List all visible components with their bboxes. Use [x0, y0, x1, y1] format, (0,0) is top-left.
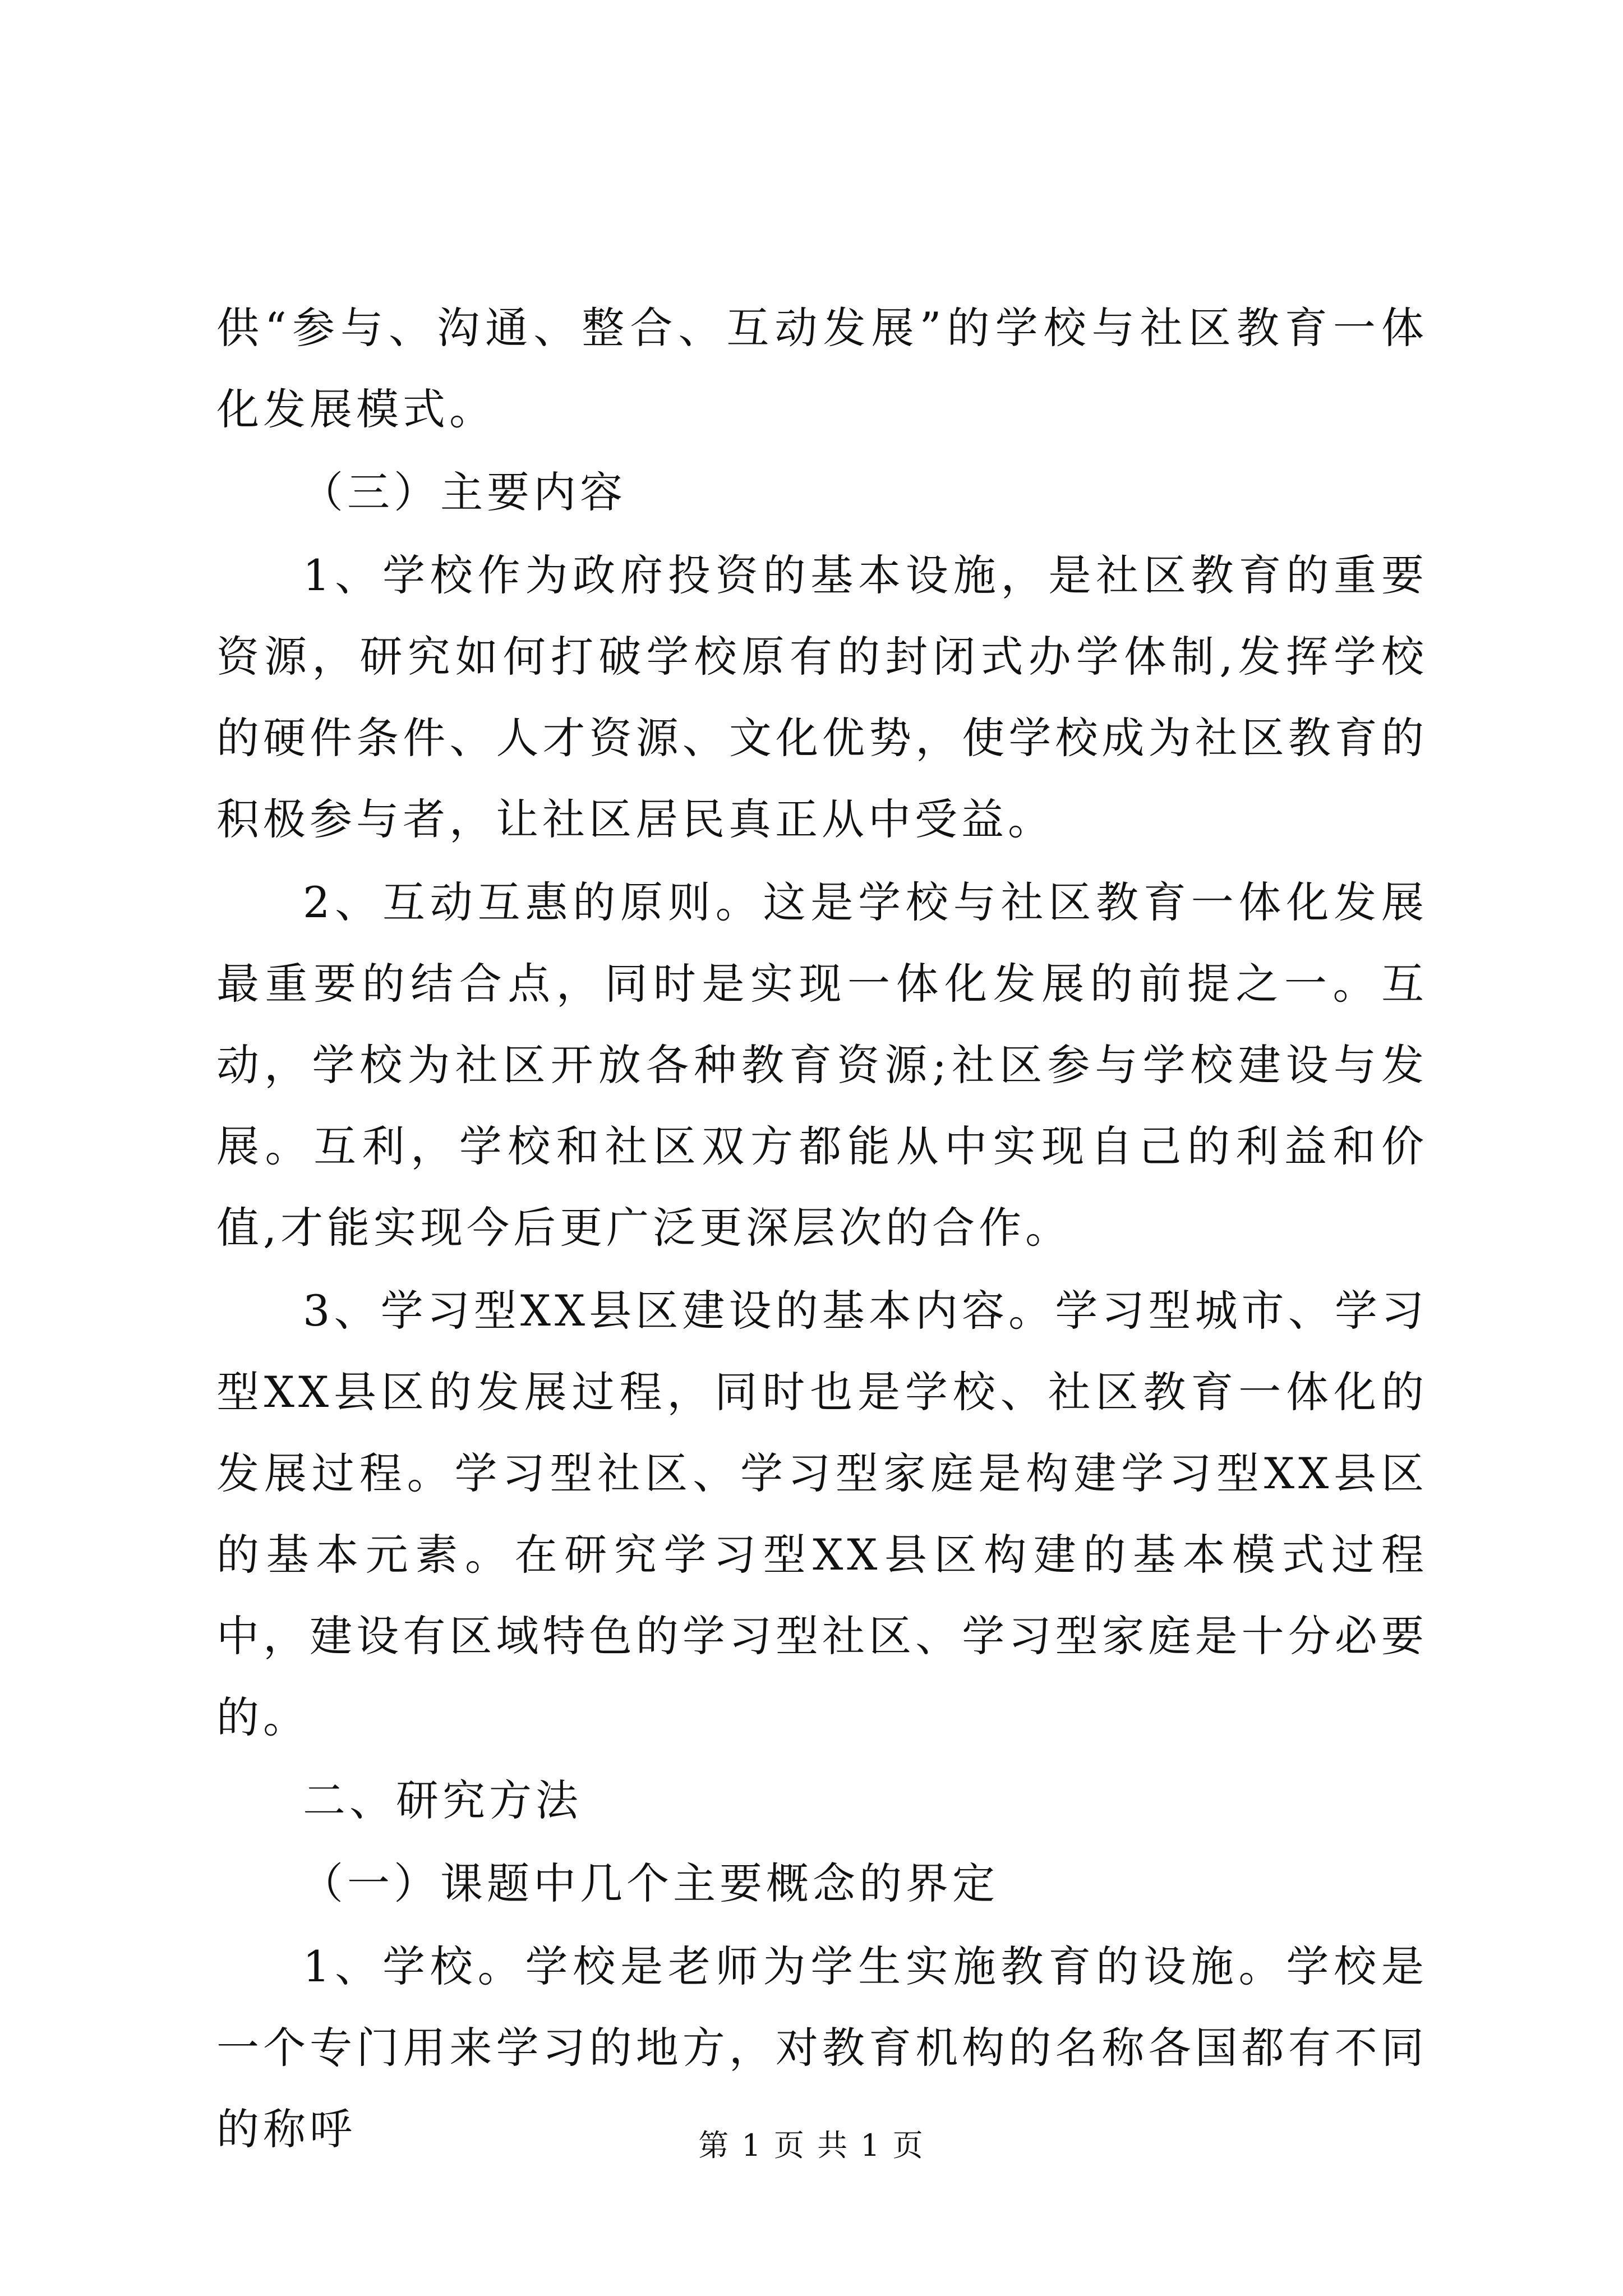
- paragraph-item-3: 3、学习型XX县区建设的基本内容。学习型城市、学习型XX县区的发展过程，同时也是学校、社区教育一体化的发展过程。学习型社区、学习型家庭是构建学习型XX县区的基本元素。在研究学习型XX县区构建的基本模式过程中，建设有区域特色的学习型社区、学习型家庭是十分必要的。: [216, 1286, 1428, 1742]
- paragraph-item-1: 1、学校作为政府投资的基本设施，是社区教育的重要资源，研究如何打破学校原有的封闭式办学体制,发挥学校的硬件条件、人才资源、文化优势，使学校成为社区教育的积极参与者，让社区居民真正从中受益。: [216, 550, 1428, 844]
- section-heading-main-content: （三）主要内容: [301, 467, 626, 517]
- paragraph-item-2: 2、互动互惠的原则。这是学校与社区教育一体化发展最重要的结合点，同时是实现一体化发展的前提之一。互动，学校为社区开放各种教育资源;社区参与学校建设与发展。互利，学校和社区双方都能从中实现自己的利益和价值,才能实现今后更广泛更深层次的合作。: [216, 877, 1428, 1253]
- section-heading-research-method: 二、研究方法: [303, 1775, 582, 1825]
- document-body: [216, 287, 1428, 2171]
- page-footer: 第 1 页 共 1 页: [698, 2128, 925, 2163]
- paragraph-definition-school: 1、学校。学校是老师为学生实施教育的设施。学校是一个专门用来学习的地方，对教育机构的名称各国都有不同的称呼: [216, 1941, 1428, 2154]
- paragraph-continuation: 供“参与、沟通、整合、互动发展”的学校与社区教育一体化发展模式。: [216, 303, 1428, 434]
- subsection-heading-concepts: （一）课题中几个主要概念的界定: [301, 1858, 999, 1908]
